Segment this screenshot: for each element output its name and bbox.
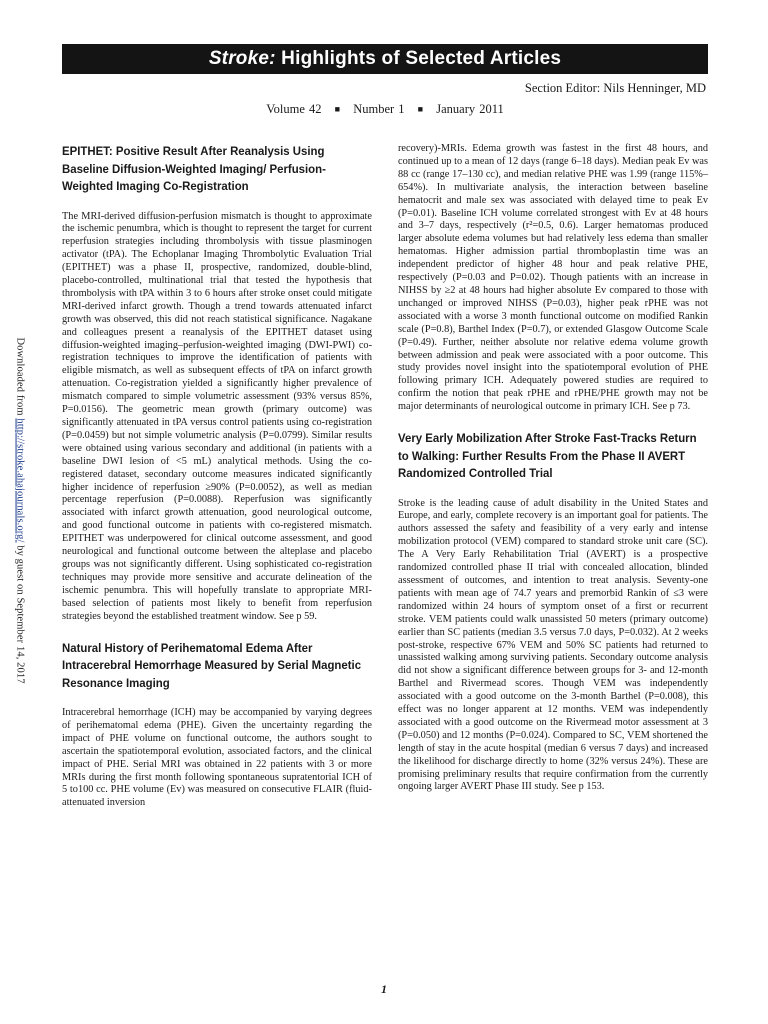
left-column: [62, 143, 372, 810]
issue-info: [62, 102, 708, 117]
section-editor: Section Editor: Nils Henninger, MD: [524, 81, 706, 95]
article-avert: [398, 430, 708, 794]
journal-name: Stroke:: [208, 48, 276, 69]
journal-link[interactable]: http://stroke.ahajournals.org/: [14, 417, 26, 542]
article-body-continued: recovery)-MRIs. Edema growth was fastest in the first 48 hours, and continued up to a mean of 12 days (range 6–18 days). Median peak Ev was 88 cc (range 17–130 cc), and median relative PHE was 1.99 (range 115%–654%). In multivariate analysis, the interaction between baseline hematocrit and male sex was associated with delayed time to peak Ev (P=0.01). Baseline ICH volume correlated strongest with Ev at 48 hours and 3–7 days, respectively (r²=0.5, 0.6). Larger hematomas produced larger absolute edema volumes but had relatively less edema than smaller hematomas. Higher admission partial thromboplastin time was an independent predictor of higher 48 hour and peak relative PHE, respectively (P=0.03 and P=0.02). Though patients with an increase in NIHSS by ≥2 at 48 hours had higher absolute Ev compared to those with unchanged or improved NIHSS (P=0.03), higher peak rPHE was not associated with a worse 3 month functional outcome on modified Rankin scale (P=0.8), Barthel Index (P=0.7), or extended Glasgow Outcome Scale (P=0.49). Further, neither absolute nor relative edema volume growth between admission and peak were associated with a poor outcome. This study provides novel insight into the spatiotemporal evolution of PHE following primary ICH. Adequately powered studies are required to confirm the notion that peak rPHE and rPHE/PHE growth may not be major determinants of neurological outcome in primary ICH. See p 73.: [398, 143, 708, 413]
article-body: The MRI-derived diffusion-perfusion mismatch is thought to approximate the ischemic penumbra, which is thought to represent the target for current reperfusion strategies including thrombolysis with tissue plasminogen activator (tPA). The Echoplanar Imaging Thrombolytic Evaluation Trial (EPITHET) was a phase II, prospective, randomized, double-blind, placebo-controlled, multinational trial that tested the hypothesis that thrombolysis with tPA within 3 to 6 hours after stroke onset could mitigate MRI-derived infarct growth. Though a trend towards attenuated infarct growth was observed, this did not reach statistical significance. Nagakane and colleagues present a reanalysis of the EPITHET dataset using diffusion-weighted imaging–perfusion-weighted imaging (DWI-PWI) co-registration techniques to improve the identification of patients with eligible mismatch, as well as subsequent effects of tPA on infarct growth attenuation. Co-registration yielded a significantly higher prevalence of mismatch compared to simple volumetric assessment (93% versus 85%, P=0.0156). The geometric mean growth (primary outcome) was significantly attenuated in tPA versus control patients using co-registration (P=0.0459) but not simple volumetric analysis (P=0.0799). Similar results were obtained using various secondary and additional (in patients with a baseline DWI lesion of <5 mL) analytical methods. Using the co-registered dataset, secondary outcome measures indicated significantly higher incidence of reperfusion ≥90% (P=0.0052), as well as median percentage reperfusion (P=0.0088). Reperfusion was significantly associated with infarct growth attenuation, good neurological outcome, and good functional outcome in patients with co-registered mismatch. EPITHET was underpowered for clinical outcome assessment, and good neurological and functional outcome between the alteplase and placebo groups was not significantly different. Using sophisticated co-registration techniques may provide more sensitive and accurate delineation of the ischemic penumbra. This will hopefully translate to appropriate MRI-based selection of patients most likely to benefit from reperfusion strategies beyond the established treatment window. See p 59.: [62, 210, 372, 622]
volume-label: Volume 42: [266, 102, 322, 116]
separator-square: ■: [334, 104, 341, 114]
article-perihematomal-edema: [62, 640, 372, 811]
banner-title: Highlights of Selected Articles: [275, 48, 562, 69]
journal-banner: [62, 44, 708, 74]
article-title: Very Early Mobilization After Stroke Fast-Tracks Return to Walking: Further Results From the Phase II AVERT Randomized Controlled Trial: [398, 431, 697, 481]
page-number: 1: [381, 982, 387, 996]
download-sidebar: [4, 330, 36, 690]
article-body: Stroke is the leading cause of adult disability in the United States and Europe, and early, complete recovery is an important goal for patients. The authors assessed the safety and feasibility of a very early and intense mobilization protocol (VEM) compared to standard stroke unit care (SC). The A Very Early Rehabilitation Trial (AVERT) is a prospective randomized controlled phase II trial with concealed allocation, blinded assessment of outcomes, and intention to treat analysis. Seventy-one patients with mean age of 74.7 years and premorbid Rankin of ≤3 were randomized within 24 hours of symptom onset of a first or recurrent stroke. VEM patients could walk unassisted 50 meters (primary outcome) earlier than SC patients (median 3.5 versus 7.0 days, P=0.032). At 2 weeks post-stroke, respective 67% VEM and 50% SC patients had returned to unassisted walking among surviving patients. Secondary outcome analysis did not show a significant difference between groups for 3- and 12-month Barthel and Rivermead scores. Though VEM was independently associated with a good outcome on the 3-month Barthel (P=0.008), this effect was no longer apparent at 12 months. VEM was independently associated with a good outcome on the Rivermead motor assessment at 3 (P=0.050) and 12 months (P=0.024). Compared to SC, VEM shortened the length of stay in the acute hospital (median 6 versus 7 days) and increased the likelihood for discharge directly to home (32% versus 24%). These are promising preliminary results that require confirmation from the currently ongoing larger AVERT Phase III study. See p 153.: [398, 497, 708, 793]
article-epithet: [62, 143, 372, 624]
date-label: January 2011: [436, 102, 504, 116]
separator-square: ■: [417, 104, 424, 114]
article-title: Natural History of Perihematomal Edema After Intracerebral Hemorrhage Measured by Serial Magnetic Resonance Imaging: [62, 640, 362, 690]
number-label: Number 1: [353, 102, 405, 116]
right-column: [398, 143, 708, 794]
article-perihematomal-edema-continued: [398, 143, 708, 414]
article-body: Intracerebral hemorrhage (ICH) may be accompanied by varying degrees of perihematomal edema (PHE). Given the uncertainty regarding the impact of PHE volume on functional outcome, the authors sought to ascertain the spatiotemporal evolution, associated factors, and the clinical impact of PHE. Serial MRI was obtained in 22 patients with 3 or more MRIs during the first month following spontaneous supratentorial ICH of 5 to100 cc. PHE volume (Ev) was measured on consecutive FLAIR (fluid-attenuated inversion: [62, 707, 372, 809]
download-notice: [15, 337, 26, 683]
download-prefix: Downloaded from: [14, 336, 26, 418]
download-suffix: by guest on September 14, 2017: [14, 542, 26, 684]
article-title: EPITHET: Positive Result After Reanalysis Using Baseline Diffusion-Weighted Imaging/ Perfusion-Weighted Imaging Co-Registration: [62, 144, 326, 193]
